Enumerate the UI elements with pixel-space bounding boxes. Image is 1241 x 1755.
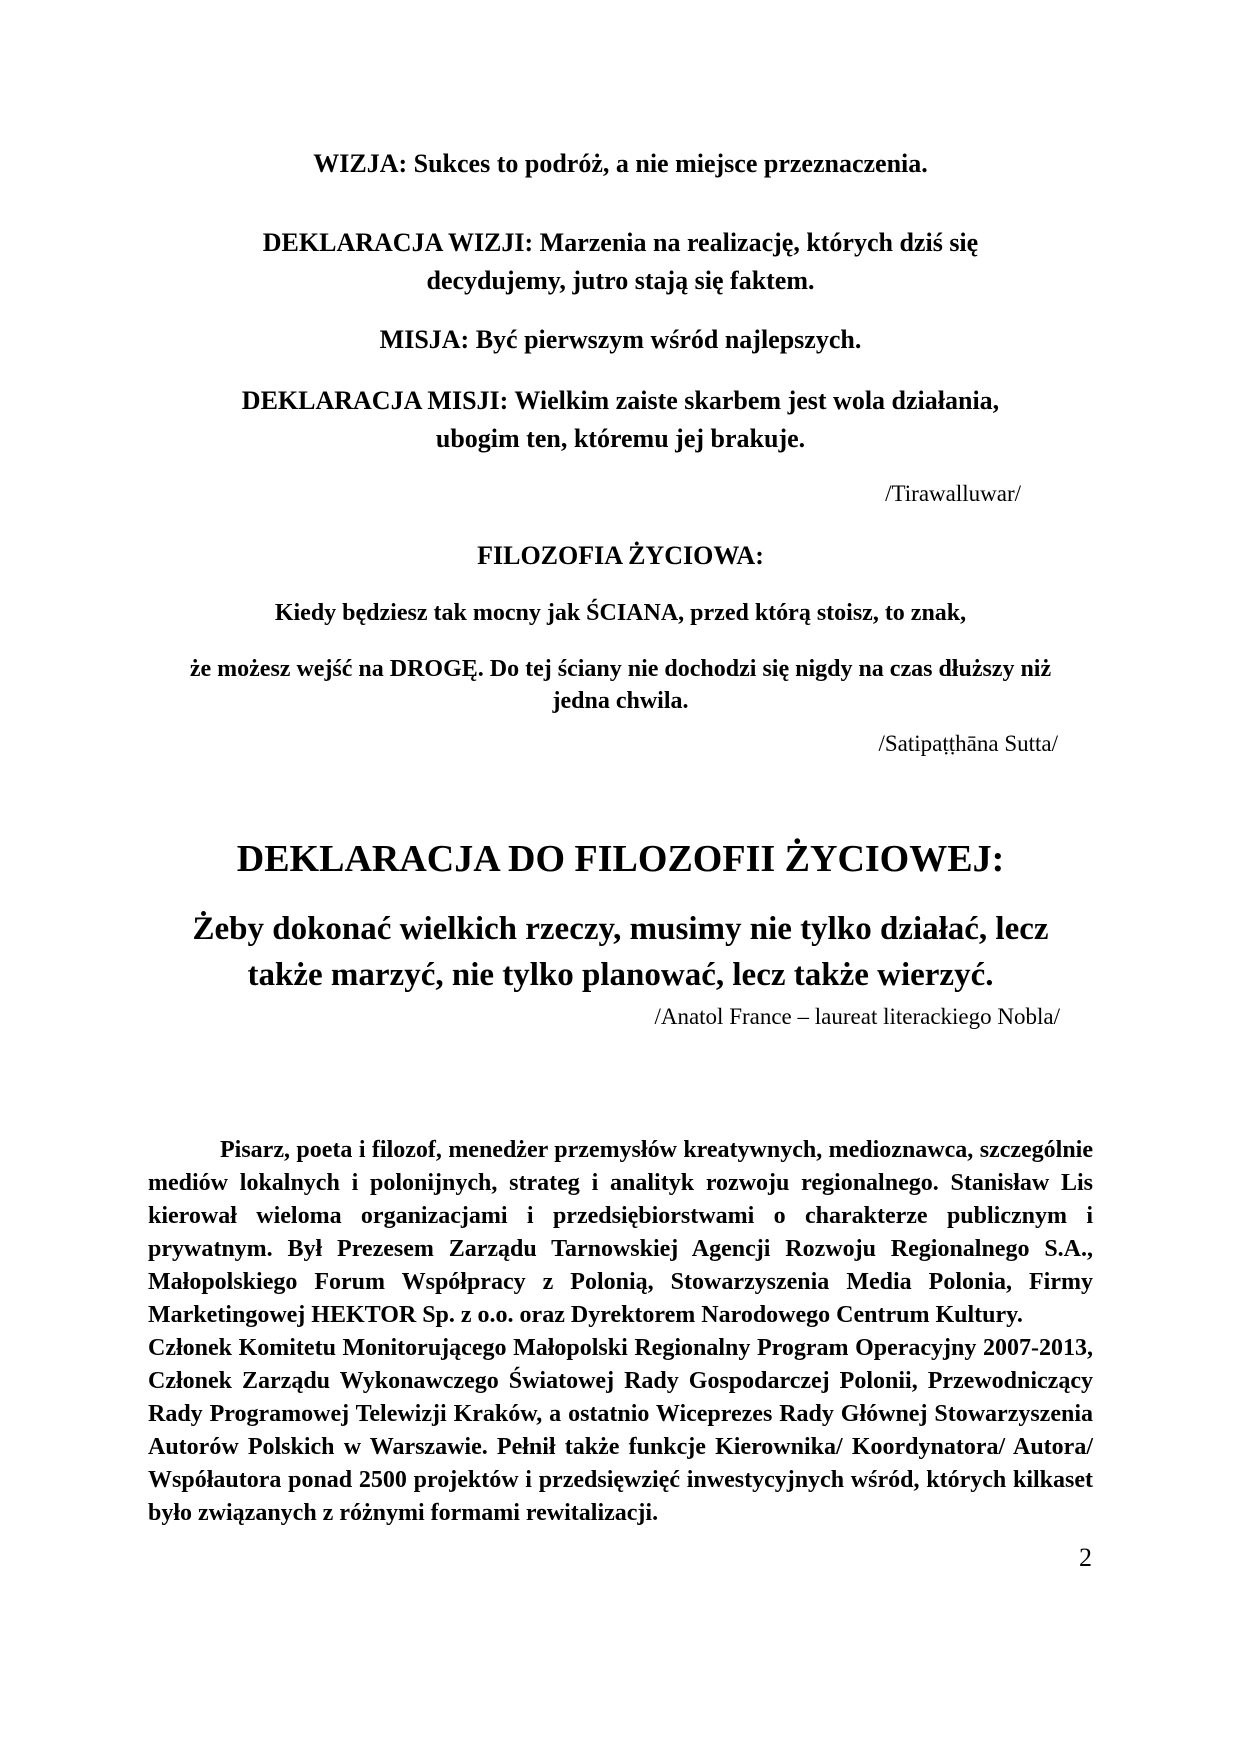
philosophy-line-1: Kiedy będziesz tak mocny jak ŚCIANA, przed którą stoisz, to znak, — [274, 600, 967, 626]
biography-paragraph-1: Pisarz, poeta i filozof, menedżer przemysłów kreatywnych, medioznawca, szczególnie mediów lokalnych i polonijnych, strateg i analityk rozwoju regionalnego. Stanisław Lis kierował wieloma organizacjami i przedsiębiorstwami o charakterze publicznym i prywatnym. Był Prezesem Zarządu Tarnowskiej Agencji Rozwoju Regionalnego S.A., Małopolskiego Forum Współpracy z Polonią, Stowarzyszenia Media Polonia, Firmy Marketingowej HEKTOR Sp. z o.o. oraz Dyrektorem Narodowego Centrum Kultury. — [148, 1137, 1093, 1328]
philosophy-attribution: /Satipaṭṭhāna Sutta/ — [878, 731, 1058, 756]
declaration-quote — [150, 906, 1091, 998]
philosophy-line-2b: jedna chwila. — [552, 688, 689, 714]
mission-attribution: /Tirawalluwar/ — [885, 481, 1021, 506]
mission-declaration — [150, 382, 1091, 458]
biography — [148, 1134, 1093, 1530]
vision-declaration — [150, 224, 1091, 300]
vision-text: WIZJA: Sukces to podróż, a nie miejsce przeznaczenia. — [313, 149, 928, 178]
declaration-quote-line-2: także marzyć, nie tylko planować, lecz także wierzyć. — [247, 957, 994, 993]
biography-paragraph-2: Członek Komitetu Monitorującego Małopolski Regionalny Program Operacyjny 2007-2013, Członek Zarządu Wykonawczego Światowej Rady Gospodarczej Polonii, Przewodniczący Rady Programowej Telewizji Kraków, a ostatnio Wiceprezes Rady Głównej Stowarzyszenia Autorów Polskich w Warszawie. Pełnił także funkcje Kierownika/ Koordynatora/ Autora/ Współautora ponad 2500 projektów i przedsięwzięć inwestycyjnych wśród, których kilkaset było związanych z różnymi formami rewitalizacji. — [148, 1335, 1093, 1526]
declaration-quote-line-1: Żeby dokonać wielkich rzeczy, musimy nie tylko działać, lecz — [192, 911, 1049, 947]
vision-statement — [150, 148, 1091, 180]
vision-declaration-line-1: DEKLARACJA WIZJI: Marzenia na realizację, których dziś się — [262, 228, 979, 257]
mission-declaration-line-1: DEKLARACJA MISJI: Wielkim zaiste skarbem jest wola działania, — [241, 386, 1000, 415]
mission-text: MISJA: Być pierwszym wśród najlepszych. — [379, 325, 862, 354]
vision-declaration-line-2: decydujemy, jutro stają się faktem. — [426, 266, 815, 295]
philosophy-line-2a: że możesz wejść na DROGĘ. Do tej ściany nie dochodzi się nigdy na czas dłuższy niż — [189, 656, 1052, 682]
declaration-heading: DEKLARACJA DO FILOZOFII ŻYCIOWEJ: — [236, 838, 1005, 880]
philosophy-heading: FILOZOFIA ŻYCIOWA: — [477, 541, 764, 570]
mission-declaration-line-2: ubogim ten, któremu jej brakuje. — [435, 424, 806, 453]
philosophy-line-2 — [150, 653, 1091, 717]
mission-statement — [150, 324, 1091, 356]
page-number: 2 — [1079, 1543, 1092, 1572]
declaration-attribution: /Anatol France – laureat literackiego Nobla/ — [654, 1004, 1060, 1029]
